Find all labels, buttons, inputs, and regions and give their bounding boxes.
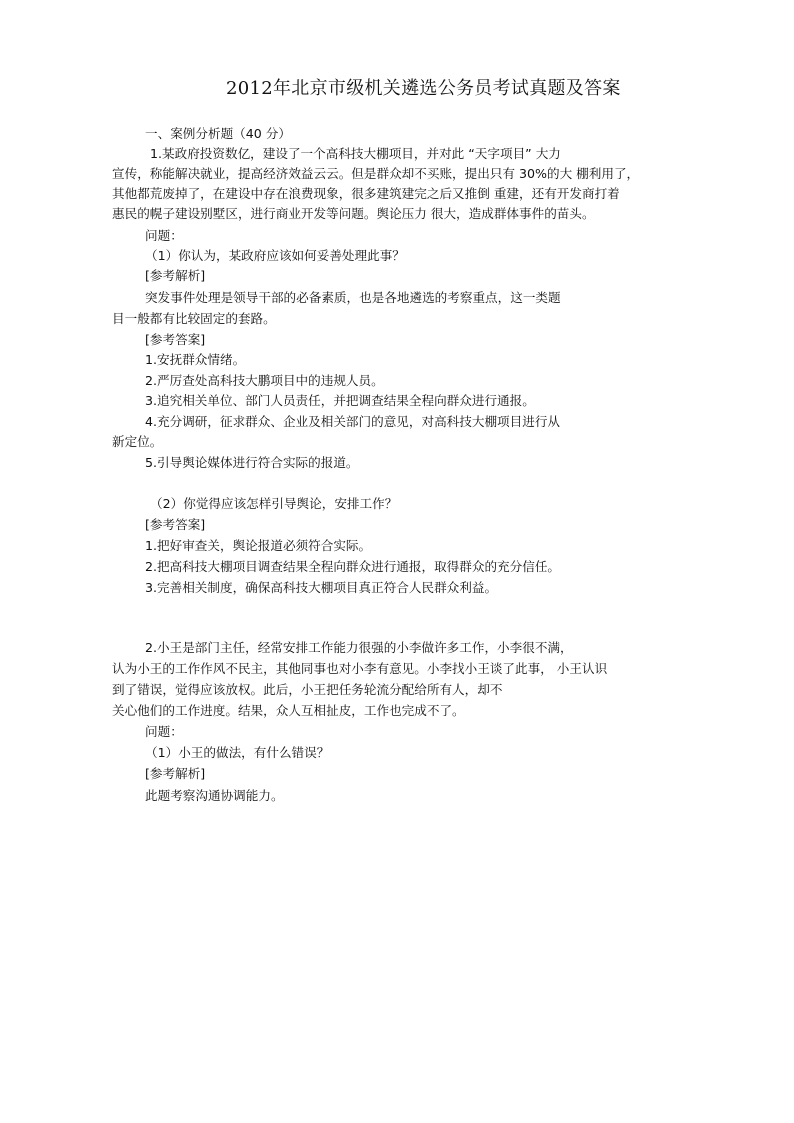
section-heading: 一、案例分析题（40 分） <box>145 126 291 141</box>
case1-line: 宣传，称能解决就业，提高经济效益云云。但是群众却不买账，提出只有 30%的大 棚利用了， <box>112 166 640 181</box>
case2-line: 关心他们的工作进度。结果，众人互相扯皮，工作也完成不了。 <box>112 703 465 718</box>
question-text: （2）你觉得应该怎样引导舆论，安排工作？ <box>150 496 398 511</box>
answer-item: 1.安抚群众情绪。 <box>145 352 246 367</box>
answer-item: 3.追究相关单位、部门人员责任，并把调查结果全程向群众进行通报。 <box>145 393 535 408</box>
case1-line: 惠民的幌子建设别墅区，进行商业开发等问题。舆论压力 很大，造成群体事件的苗头。 <box>112 206 595 221</box>
question-text: （1）小王的做法，有什么错误？ <box>145 745 330 760</box>
case1-line: 1.某政府投资数亿，建设了一个高科技大棚项目，并对此 “天字项目” 大力 <box>150 146 561 161</box>
analysis-label: [参考解析] <box>145 766 206 781</box>
answer-item: 4.充分调研，征求群众、企业及相关部门的意见，对高科技大棚项目进行从 <box>145 414 561 429</box>
case2-line: 认为小王的工作作风不民主，其他同事也对小李有意见。小李找小王谈了此事， 小王认识 <box>112 661 608 676</box>
answer-item: 5.引导舆论媒体进行符合实际的报道。 <box>145 455 359 470</box>
answer-item: 新定位。 <box>112 434 163 449</box>
analysis-line: 突发事件处理是领导干部的必备素质，也是各地遴选的考察重点，这一类题 <box>145 290 561 305</box>
document-title: 2012年北京市级机关遴选公务员考试真题及答案 <box>226 78 621 99</box>
question-label: 问题： <box>145 228 183 243</box>
case2-line: 到了错误，觉得应该放权。此后，小王把任务轮流分配给所有人，却不 <box>112 682 503 697</box>
question-label: 问题： <box>145 724 183 739</box>
analysis-line: 目一般都有比较固定的套路。 <box>112 311 276 326</box>
answer-label: [参考答案] <box>145 332 206 347</box>
answer-item: 2.严厉查处高科技大鹏项目中的违规人员。 <box>145 373 384 388</box>
analysis-label: [参考解析] <box>145 268 206 283</box>
answer-item: 1.把好审查关，舆论报道必须符合实际。 <box>145 538 372 553</box>
answer-item: 3.完善相关制度，确保高科技大棚项目真正符合人民群众利益。 <box>145 580 498 595</box>
answer-item: 2.把高科技大棚项目调查结果全程向群众进行通报，取得群众的充分信任。 <box>145 559 561 574</box>
case1-line: 其他都荒废掉了，在建设中存在浪费现象，很多建筑建完之后又推倒 重建，还有开发商打着 <box>112 186 620 201</box>
answer-label: [参考答案] <box>145 517 206 532</box>
case2-line: 2.小王是部门主任，经常安排工作能力很强的小李做许多工作，小李很不满， <box>145 640 573 655</box>
analysis-line: 此题考察沟通协调能力。 <box>145 788 284 803</box>
question-text: （1）你认为，某政府应该如何妥善处理此事？ <box>145 248 405 263</box>
